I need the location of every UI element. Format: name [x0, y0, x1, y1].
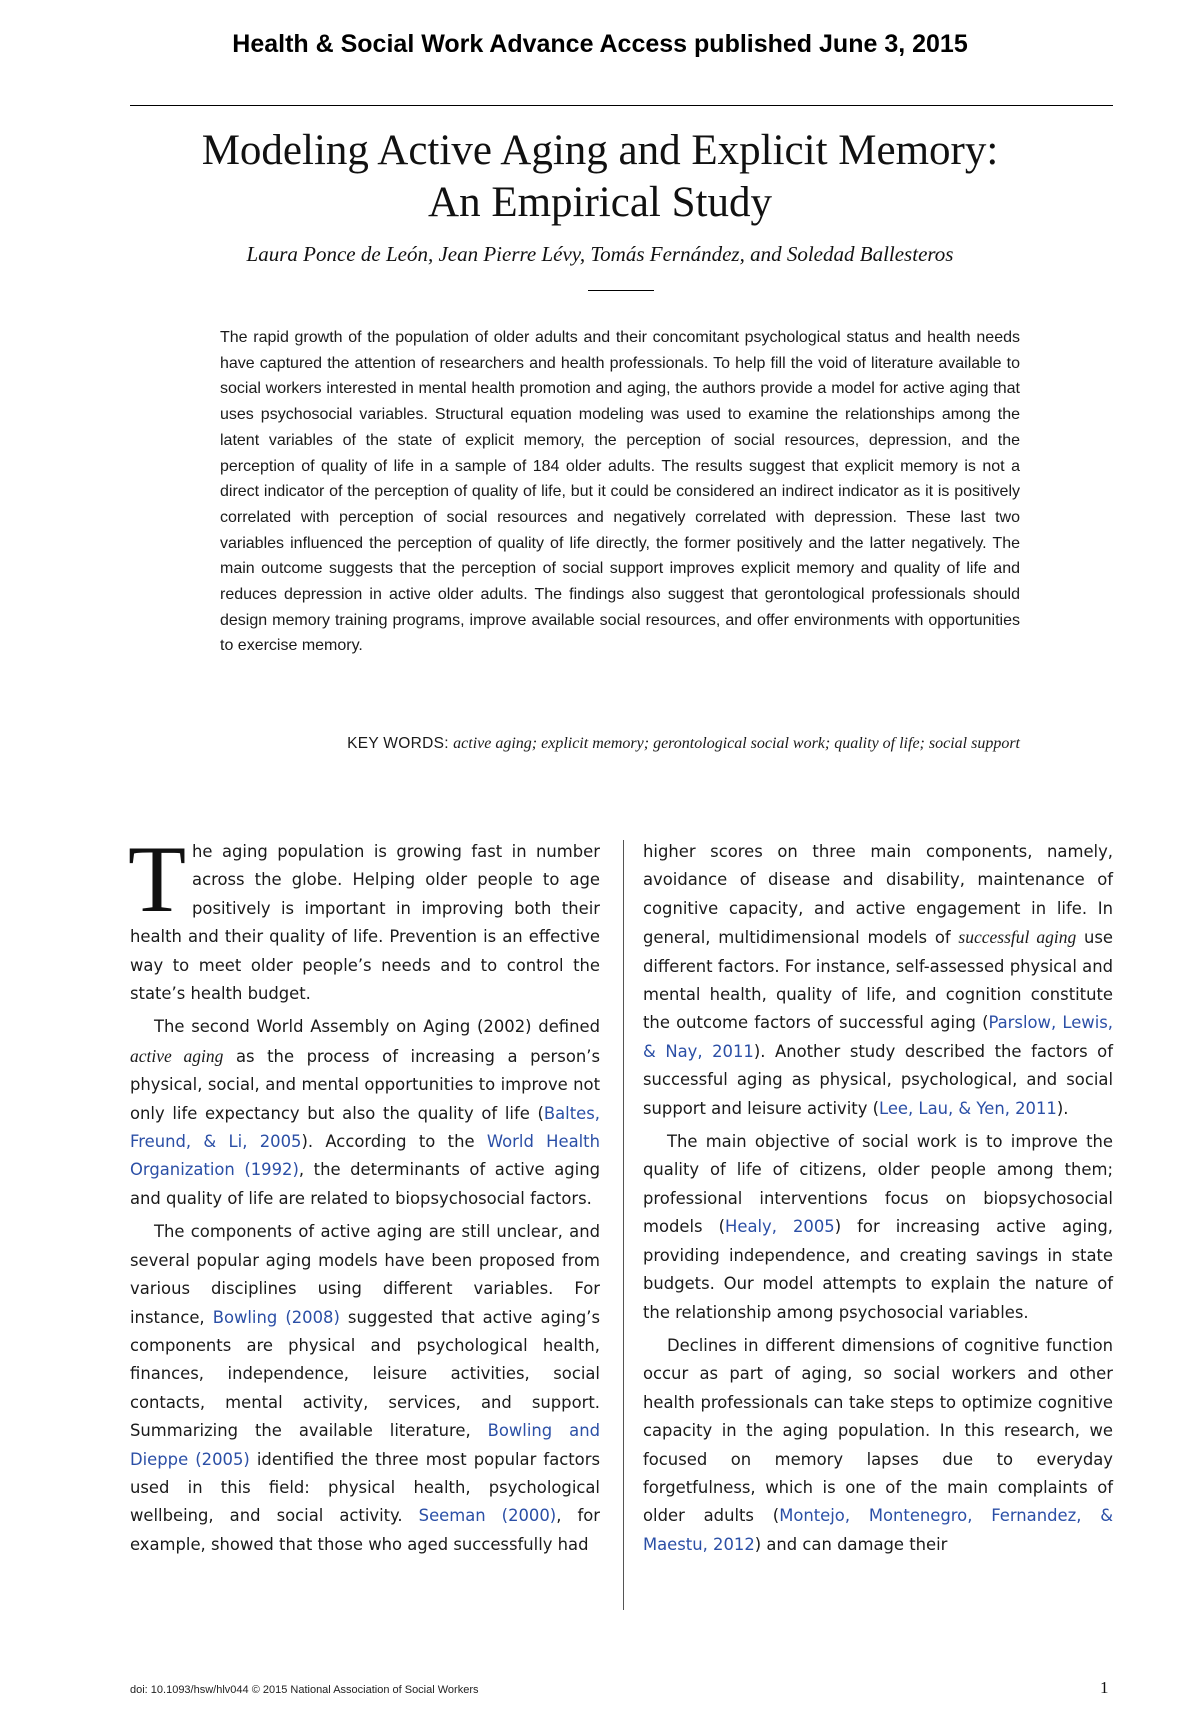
column-divider	[623, 840, 624, 1610]
header-rule	[130, 105, 1113, 106]
journal-banner: Health & Social Work Advance Access published June 3, 2015	[232, 30, 968, 58]
article-title	[60, 125, 1140, 229]
citation-link[interactable]: Baltes, Freund, & Li, 2005	[130, 1103, 600, 1152]
body-paragraph-2: The second World Assembly on Aging (2002) defined active aging as the process of increasing a person’s physical, social, and mental opportunities to improve not only life expectancy but also the quality of life (Baltes, Freund, & Li, 2005). According to the World Health Organization (1992), the determinants of active aging and quality of life are related to biopsychosocial factors.	[130, 1017, 601, 1208]
citation-link[interactable]: Bowling and Dieppe (2005)	[130, 1421, 600, 1469]
body-paragraph-6: Declines in different dimensions of cognitive function occur as part of aging, so social workers and other health professionals can take steps to optimize cognitive capacity in the aging population. In this research, we focused on memory lapses due to everyday forgetfulness, which is one of the main complaints of older adults (Montejo, Montenegro, Fernandez, & Maestu, 2012) and can damage their	[643, 1335, 1113, 1554]
title-line-2: An Empirical Study	[428, 179, 772, 226]
body-column-right	[643, 838, 1113, 1564]
body-paragraph-4: higher scores on three main components, namely, avoidance of disease and disability, maintenance of cognitive capacity, and active engagement in life. In general, multidimensional models of successful aging use different factors. For instance, self-assessed physical and mental health, quality of life, and cognition constitute the outcome factors of successful aging (Parslow, Lewis, & Nay, 2011). Another study described the factors of successful aging as physical, psychological, and social support and leisure activity (Lee, Lau, & Yen, 2011).	[643, 842, 1114, 1118]
term-successful-aging: successful aging	[958, 927, 1077, 948]
abstract: The rapid growth of the population of older adults and their concomitant psychological status and health needs have captured the attention of researchers and health professionals. To help fill the void of literature available to social workers interested in mental health promotion and aging, the authors provide a model for active aging that uses psychosocial variables. Structural equation modeling was used to examine the relationships among the latent variables of the state of explicit memory, the perception of social resources, depression, and the perception of quality of life in a sample of 184 older adults. The results suggest that explicit memory is not a direct indicator of the perception of quality of life, but it could be considered an indirect indicator as it is positively correlated with perception of social resources and negatively correlated with depression. These last two variables influenced the perception of quality of life directly, the former positively and the latter negatively. The main outcome suggests that the perception of social support improves explicit memory and quality of life and reduces depression in active older adults. The findings also suggest that gerontological professionals should design memory training programs, improve available social resources, and offer environments with opportunities to exercise memory.	[220, 329, 1020, 655]
term-active-aging: active aging	[130, 1045, 224, 1066]
body-paragraph-3: The components of active aging are still unclear, and several popular aging models have been proposed from various disciplines using different variables. For instance, Bowling (2008) suggested that active aging’s components are physical and psychological health, finances, independence, leisure activities, social contacts, mental activity, services, and support. Summarizing the available literature, Bowling and Dieppe (2005) identified the three most popular factors used in this field: physical health, psychological wellbeing, and social activity. Seeman (2000), for example, showed that those who aged successfully had	[130, 1222, 600, 1554]
author-divider	[588, 290, 654, 291]
citation-link[interactable]: Healy, 2005	[725, 1217, 835, 1237]
drop-cap: T	[128, 826, 187, 932]
footer-doi: doi: 10.1093/hsw/hlv044 © 2015 National Association of Social Workers	[130, 1684, 479, 1696]
citation-link[interactable]: Lee, Lau, & Yen, 2011	[879, 1098, 1057, 1118]
citation-link[interactable]: World Health Organization (1992)	[130, 1132, 600, 1180]
body-column-left	[128, 826, 601, 1564]
keywords-value: active aging; explicit memory; gerontological social work; quality of life; social support	[453, 735, 1020, 752]
citation-link[interactable]: Seeman (2000)	[418, 1506, 557, 1526]
title-line-1: Modeling Active Aging and Explicit Memory:	[201, 127, 999, 174]
keywords-label: KEY WORDS:	[347, 735, 449, 752]
keywords	[220, 735, 1020, 753]
body-paragraph-1: The aging population is growing fast in number across the globe. Helping older people to age positively is important in improving both their health and their quality of life. Prevention is an effective way to meet older people’s needs and to control the state’s health budget.	[128, 826, 600, 1004]
body-paragraph-5: The main objective of social work is to improve the quality of life of citizens, older people among them; professional interventions focus on biopsychosocial models (Healy, 2005) for increasing active aging, providing independence, and creating savings in state budgets. Our model attempts to explain the nature of the relationship among psychosocial variables.	[643, 1132, 1114, 1322]
author-list: Laura Ponce de León, Jean Pierre Lévy, Tomás Fernández, and Soledad Ballesteros	[246, 242, 954, 266]
citation-link[interactable]: Montejo, Montenegro, Fernandez, & Maestu, 2012	[643, 1506, 1113, 1554]
page-number: 1	[1100, 1678, 1109, 1697]
citation-link[interactable]: Bowling (2008)	[212, 1307, 340, 1327]
citation-link[interactable]: Parslow, Lewis, & Nay, 2011	[643, 1013, 1114, 1061]
